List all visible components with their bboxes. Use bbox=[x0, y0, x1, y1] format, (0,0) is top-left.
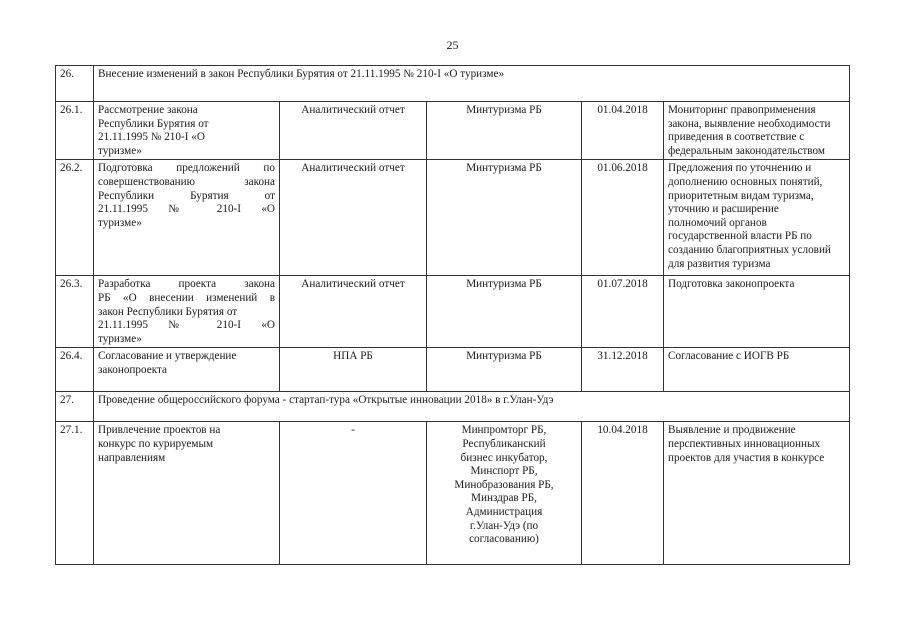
text-line: туризме» bbox=[98, 216, 142, 229]
document-type: - bbox=[280, 422, 427, 565]
text-line: 21.11.1995 № 210-I «О bbox=[98, 319, 275, 332]
measure-name bbox=[94, 348, 280, 392]
plan-table bbox=[55, 65, 850, 565]
text-line: Минобразования РБ, bbox=[454, 478, 554, 491]
text-line: Республики Бурятия от bbox=[98, 189, 275, 202]
text-line: согласованию) bbox=[469, 533, 539, 546]
text-line: Подготовка законопроекта bbox=[668, 278, 795, 291]
section-title: Внесение изменений в закон Республики Бурятия от 21.11.1995 № 210-I «О туризме» bbox=[94, 66, 850, 102]
row-number: 27.1. bbox=[56, 422, 94, 565]
expected-result bbox=[664, 348, 850, 392]
text-line: для развития туризма bbox=[668, 257, 771, 270]
text-line: Выявление и продвижение bbox=[668, 424, 796, 437]
row-number: 26.2. bbox=[56, 160, 94, 276]
text-line: РБ «О внесении изменений в bbox=[98, 291, 275, 304]
row-number: 26.3. bbox=[56, 276, 94, 348]
document-type: НПА РБ bbox=[280, 348, 427, 392]
section-number: 26. bbox=[56, 66, 94, 102]
measure-name bbox=[94, 422, 280, 565]
text-line: перспективных инновационных bbox=[668, 437, 821, 450]
text-line: Минздрав РБ, bbox=[471, 492, 537, 505]
table-row bbox=[56, 160, 850, 276]
responsible bbox=[427, 422, 582, 565]
responsible: Минтуризма РБ bbox=[427, 276, 582, 348]
text-line: дополнению основных понятий, bbox=[668, 175, 823, 188]
text-line: Согласование с ИОГВ РБ bbox=[668, 350, 790, 363]
text-line: проектов для участия в конкурсе bbox=[668, 451, 825, 464]
text-line: созданию благоприятных условий bbox=[668, 243, 831, 256]
responsible: Минтуризма РБ bbox=[427, 160, 582, 276]
section-row bbox=[56, 66, 850, 102]
measure-name bbox=[94, 102, 280, 160]
table-row bbox=[56, 276, 850, 348]
text-line: закона, выявление необходимости bbox=[668, 117, 831, 130]
deadline: 01.07.2018 bbox=[582, 276, 664, 348]
section-row bbox=[56, 392, 850, 422]
expected-result bbox=[664, 422, 850, 565]
text-line: закон Республики Бурятия от bbox=[98, 305, 238, 318]
text-line: государственной власти РБ по bbox=[668, 230, 812, 243]
text-line: туризме» bbox=[98, 332, 142, 345]
text-line: 21.11.1995 № 210-I «О bbox=[98, 203, 275, 216]
text-line: уточнию и расширение bbox=[668, 203, 779, 216]
text-line: Привлечение проектов на bbox=[98, 424, 221, 437]
text-line: Подготовка предложений по bbox=[98, 162, 275, 175]
deadline: 01.06.2018 bbox=[582, 160, 664, 276]
document-type: Аналитический отчет bbox=[280, 276, 427, 348]
text-line: законопроекта bbox=[98, 363, 167, 376]
text-line: туризме» bbox=[98, 144, 142, 157]
text-line: Администрация bbox=[465, 505, 543, 518]
text-line: совершенствованию закона bbox=[98, 175, 275, 188]
deadline: 01.04.2018 bbox=[582, 102, 664, 160]
section-number: 27. bbox=[56, 392, 94, 422]
table-row bbox=[56, 422, 850, 565]
text-line: Республики Бурятия от bbox=[98, 117, 209, 130]
text-line: бизнес инкубатор, bbox=[460, 451, 548, 464]
text-line: 21.11.1995 № 210-I «О bbox=[98, 131, 205, 144]
deadline: 10.04.2018 bbox=[582, 422, 664, 565]
measure-name bbox=[94, 276, 280, 348]
expected-result bbox=[664, 276, 850, 348]
text-line: Минпромторг РБ, bbox=[461, 424, 547, 437]
measure-name bbox=[94, 160, 280, 276]
text-line: приведения в соответствие с bbox=[668, 131, 805, 144]
expected-result bbox=[664, 160, 850, 276]
text-line: Республиканский bbox=[462, 437, 546, 450]
text-line: конкурс по курируемым bbox=[98, 437, 214, 450]
document-type: Аналитический отчет bbox=[280, 160, 427, 276]
section-title: Проведение общероссийского форума - стартап-тура «Открытые инновации 2018» в г.Улан-Удэ bbox=[94, 392, 850, 422]
text-line: Предложения по уточнению и bbox=[668, 162, 812, 175]
expected-result bbox=[664, 102, 850, 160]
text-line: Мониторинг правоприменения bbox=[668, 104, 816, 116]
text-line: Минспорт РБ, bbox=[470, 465, 538, 478]
text-line: Рассмотрение закона bbox=[98, 104, 198, 116]
row-number: 26.4. bbox=[56, 348, 94, 392]
document-type: Аналитический отчет bbox=[280, 102, 427, 160]
text-line: полномочий органов bbox=[668, 216, 767, 229]
page-number: 25 bbox=[446, 38, 459, 52]
text-line: Разработка проекта закона bbox=[98, 278, 275, 291]
text-line: приоритетным видам туризма, bbox=[668, 189, 814, 202]
responsible: Минтуризма РБ bbox=[427, 102, 582, 160]
text-line: направлениям bbox=[98, 451, 166, 464]
text-line: федеральным законодательством bbox=[668, 144, 825, 157]
table-row bbox=[56, 348, 850, 392]
row-number: 26.1. bbox=[56, 102, 94, 160]
responsible: Минтуризма РБ bbox=[427, 348, 582, 392]
deadline: 31.12.2018 bbox=[582, 348, 664, 392]
table-row bbox=[56, 102, 850, 160]
text-line: Согласование и утверждение bbox=[98, 350, 237, 363]
text-line: г.Улан-Удэ (по bbox=[469, 519, 539, 532]
